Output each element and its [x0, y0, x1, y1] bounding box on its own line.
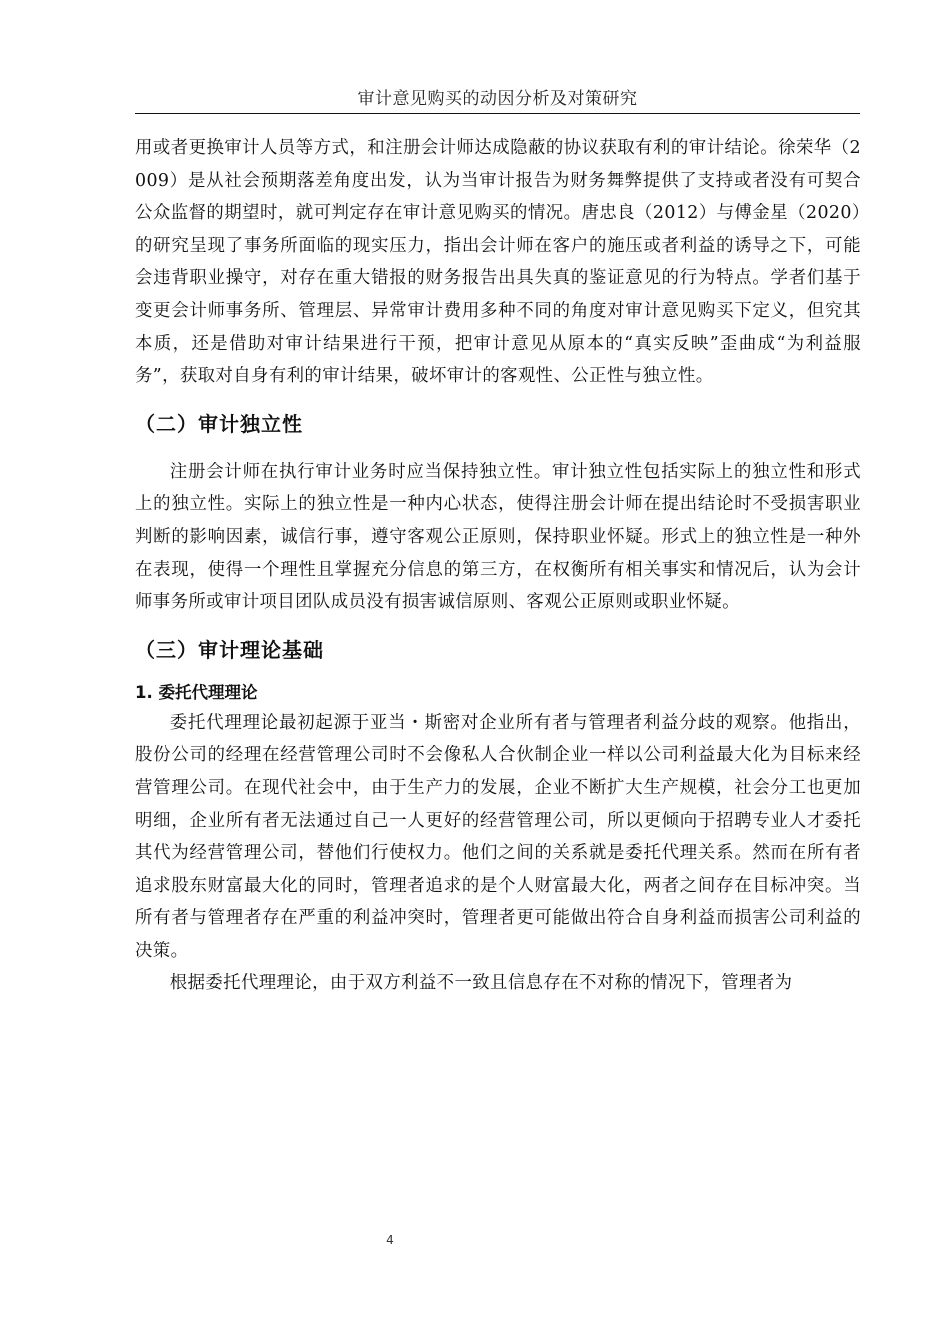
running-header-title: 审计意见购买的动因分析及对策研究	[357, 89, 638, 109]
subsection-heading-principal-agent: 1. 委托代理理论	[135, 682, 258, 702]
document-body	[135, 132, 861, 1000]
header-divider	[135, 113, 860, 114]
body-paragraph-intro: 用或者更换审计人员等方式，和注册会计师达成隐蔽的协议获取有利的审计结论。徐荣华（2009）是从社会预期落差角度出发，认为当审计报告为财务舞弊提供了支持或者没有可契合公众监督的期望时，就可判定存在审计意见购买的情况。唐忠良（2012）与傅金星（2020）的研究呈现了事务所面临的现实压力，指出会计师在客户的施压或者利益的诱导之下，可能会违背职业操守，对存在重大错报的财务报告出具失真的鉴证意见的行为特点。学者们基于变更会计师事务所、管理层、异常审计费用多种不同的角度对审计意见购买下定义，但究其本质，还是借助对审计结果进行干预，把审计意见从原本的“真实反映”歪曲成“为利益服务”，获取对自身有利的审计结果，破坏审计的客观性、公正性与独立性。	[135, 138, 861, 387]
section-heading-audit-independence: （二）审计独立性	[135, 411, 303, 436]
body-paragraph-independence: 注册会计师在执行审计业务时应当保持独立性。审计独立性包括实际上的独立性和形式上的独立性。实际上的独立性是一种内心状态，使得注册会计师在提出结论时不受损害职业判断的影响因素，诚信行事，遵守客观公正原则，保持职业怀疑。形式上的独立性是一种外在表现，使得一个理性且掌握充分信息的第三方，在权衡所有相关事实和情况后，认为会计师事务所或审计项目团队成员没有损害诚信原则、客观公正原则或职业怀疑。	[135, 461, 861, 613]
body-paragraph-principal-agent-2: 根据委托代理理论，由于双方利益不一致且信息存在不对称的情况下，管理者为	[169, 973, 793, 994]
section-heading-audit-theory: （三）审计理论基础	[135, 637, 324, 662]
page-number: 4	[386, 1233, 394, 1247]
body-paragraph-principal-agent-1: 委托代理理论最初起源于亚当・斯密对企业所有者与管理者利益分歧的观察。他指出，股份公司的经理在经营管理公司时不会像私人合伙制企业一样以公司利益最大化为目标来经营管理公司。在现代社会中，由于生产力的发展，企业不断扩大生产规模，社会分工也更加明细，企业所有者无法通过自己一人更好的经营管理公司，所以更倾向于招聘专业人才委托其代为经营管理公司，替他们行使权力。他们之间的关系就是委托代理关系。然而在所有者追求股东财富最大化的同时，管理者追求的是个人财富最大化，两者之间存在目标冲突。当所有者与管理者存在严重的利益冲突时，管理者更可能做出符合自身利益而损害公司利益的决策。	[135, 712, 861, 961]
